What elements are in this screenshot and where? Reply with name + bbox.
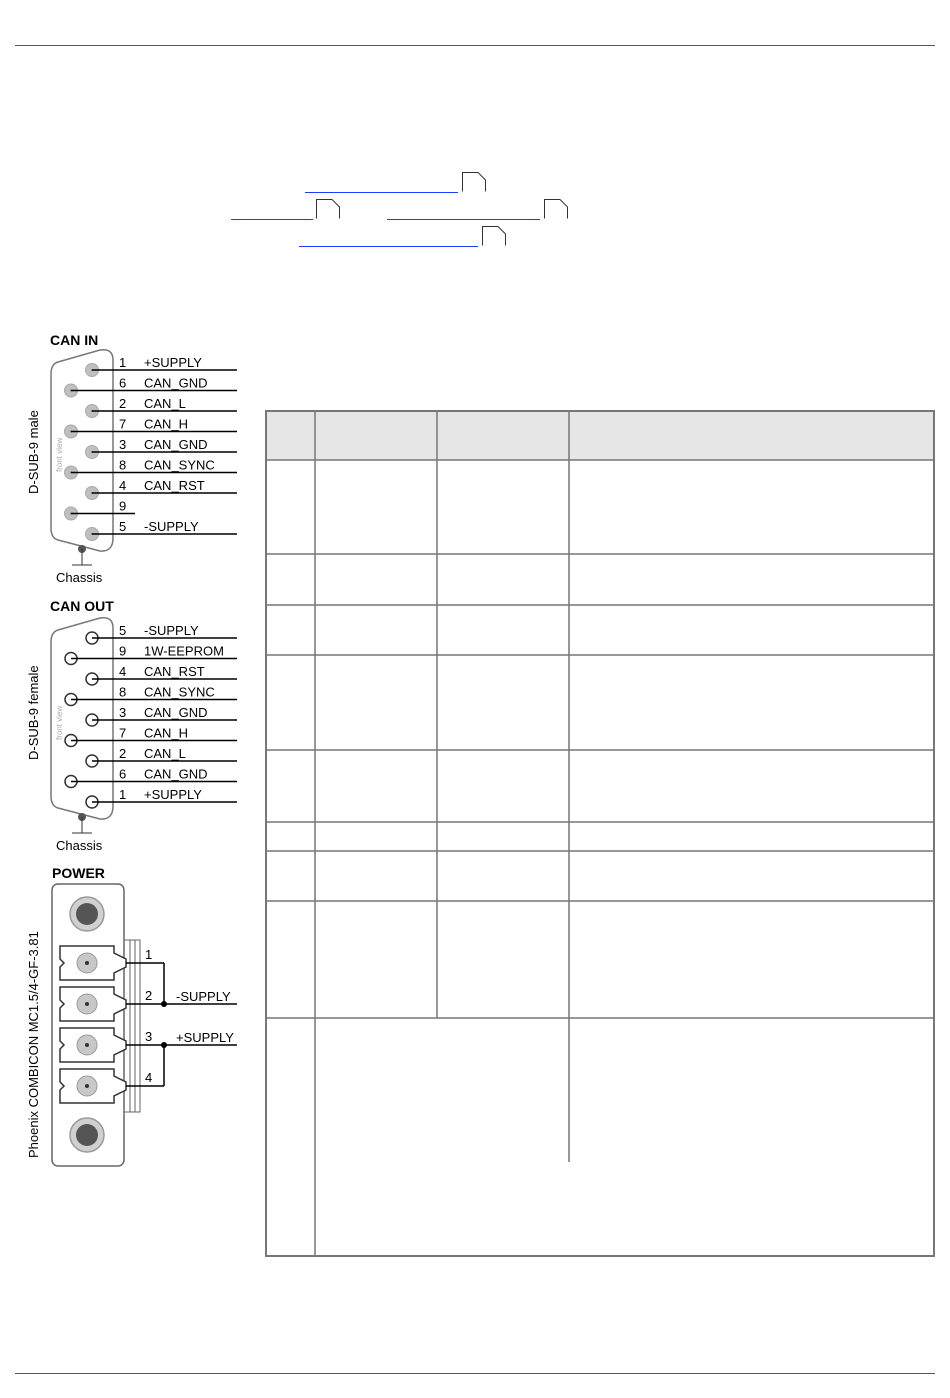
pin-number-label: 6 [119, 375, 127, 391]
power-connector-type: Phoenix COMBICON MC1.5/4-GF-3.81 [26, 931, 41, 1158]
pin-number-label: 2 [119, 396, 127, 411]
pin-number-label: 7 [119, 416, 127, 432]
footer-rule [15, 1373, 935, 1374]
can-in-title: CAN IN [50, 332, 99, 348]
terminal-number-label: 4 [145, 1070, 153, 1085]
pin-signal-label: CAN_H [144, 725, 189, 741]
pin-number-label: 9 [119, 643, 127, 659]
can-in-connector [26, 332, 237, 585]
pin-signal-label: CAN_GND [144, 705, 208, 720]
pin-signal-label: +SUPPLY [144, 355, 202, 370]
terminal-screw-center [85, 1084, 89, 1088]
pin-signal-label: CAN_L [144, 396, 186, 411]
can-in-front-view-label: front view [55, 437, 64, 472]
pin-number-label: 1 [119, 787, 127, 802]
terminal-number-label: 1 [145, 947, 153, 962]
cross-ref-link-3[interactable] [387, 219, 540, 220]
header-rule [15, 45, 935, 46]
pin-number-label: 2 [119, 746, 127, 761]
pin-number-label: 4 [119, 664, 127, 679]
terminal-screw-center [85, 961, 89, 965]
pin-signal-label: CAN_H [144, 416, 189, 432]
pin-signal-label: 1W-EEPROM [144, 643, 224, 659]
terminal-number-label: 2 [145, 988, 153, 1003]
can-in-chassis-label: Chassis [56, 570, 103, 585]
pin-signal-label: CAN_SYNC [144, 457, 215, 473]
pin-signal-label: CAN_GND [144, 375, 208, 391]
can-out-front-view-label: front view [55, 705, 64, 740]
pin-number-label: 3 [119, 705, 127, 720]
terminal-screw-center [85, 1002, 89, 1006]
can-out-connector [26, 598, 237, 853]
can-in-connector-type: D-SUB-9 male [26, 410, 41, 494]
pin-signal-label: -SUPPLY [144, 519, 199, 534]
pin-signal-label: CAN_RST [144, 664, 205, 679]
page-ref-icon[interactable] [462, 172, 486, 192]
can-out-connector-type: D-SUB-9 female [26, 665, 41, 760]
page-ref-icon[interactable] [316, 199, 340, 219]
page-ref-icon[interactable] [544, 199, 568, 219]
power-connector [26, 865, 237, 1166]
pin-number-label: 6 [119, 766, 127, 782]
pin-signal-label: CAN_L [144, 746, 186, 761]
pin-number-label: 5 [119, 519, 127, 534]
terminal-screw-center [85, 1043, 89, 1047]
cross-ref-link-2[interactable] [231, 219, 313, 220]
pin-signal-label: CAN_SYNC [144, 684, 215, 700]
can-out-title: CAN OUT [50, 598, 114, 614]
terminal-number-label: 3 [145, 1029, 153, 1044]
pin-number-label: 1 [119, 355, 127, 370]
pin-number-label: 7 [119, 725, 127, 741]
pin-number-label: 5 [119, 623, 127, 638]
power-minus-supply-label: -SUPPLY [176, 989, 231, 1004]
cross-ref-link-4[interactable] [299, 246, 478, 247]
pin-number-label: 8 [119, 684, 127, 700]
pin-signal-label: CAN_RST [144, 478, 205, 493]
pin-signal-label: CAN_GND [144, 766, 208, 782]
connector-pinout-diagram [0, 320, 260, 1180]
table-header-row [266, 411, 934, 460]
pin-signal-label: -SUPPLY [144, 623, 199, 638]
can-out-chassis-label: Chassis [56, 838, 103, 853]
pin-number-label: 4 [119, 478, 127, 493]
pin-number-label: 9 [119, 498, 127, 514]
pin-number-label: 3 [119, 437, 127, 452]
page-ref-icon[interactable] [482, 226, 506, 246]
power-title: POWER [52, 865, 105, 881]
pin-number-label: 8 [119, 457, 127, 473]
cross-ref-link-1[interactable] [305, 192, 458, 193]
pin-signal-label: +SUPPLY [144, 787, 202, 802]
pin-assignment-table [265, 410, 937, 1260]
pin-signal-label: CAN_GND [144, 437, 208, 452]
power-plus-supply-label: +SUPPLY [176, 1030, 234, 1045]
